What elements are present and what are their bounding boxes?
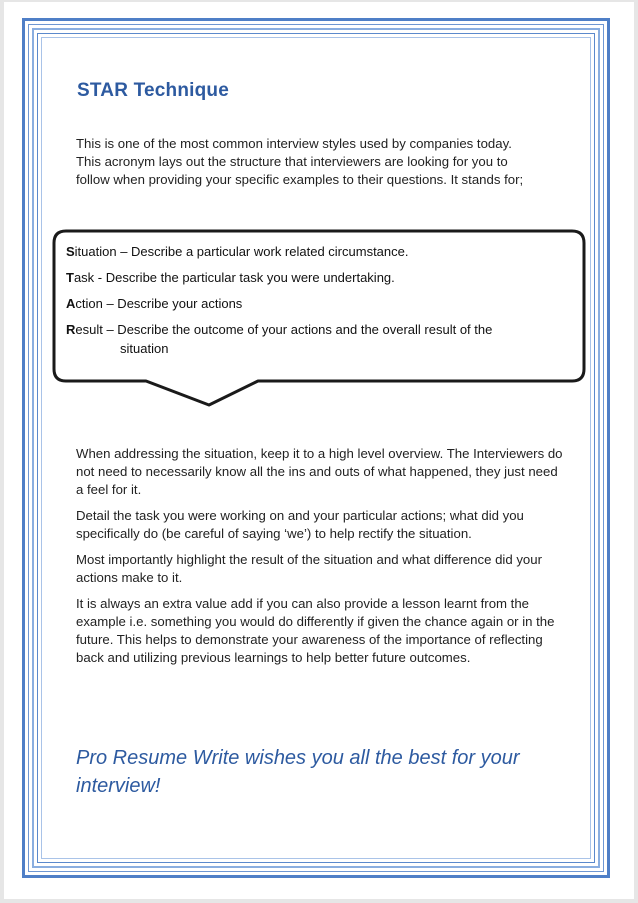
body-paragraph: It is always an extra value add if you can also provide a lesson learnt from the example i.e. something you would do differently if given the chance again or in the future. This helps to demonstrate your awareness of the importance of reflecting back and utilizing previous learnings to help better future outcomes. (76, 596, 555, 665)
star-description: ction – Describe your actions (75, 296, 243, 311)
star-letter: T (66, 270, 74, 285)
star-list (66, 243, 566, 366)
body-paragraph: Detail the task you were working on and your particular actions; what did you specifically do (be careful of saying ‘we’) to help rectify the situation. (76, 508, 524, 541)
body-text (76, 445, 568, 675)
star-description: ask - Describe the particular task you were undertaking. (73, 270, 395, 285)
star-letter: A (66, 296, 76, 311)
star-letter: S (66, 244, 75, 259)
star-item-action (66, 295, 566, 321)
page-title: STAR Technique (77, 80, 229, 101)
intro-line: This is one of the most common interview styles used by companies today. (76, 136, 512, 151)
intro-line: follow when providing your specific examples to their questions. It stands for; (76, 172, 524, 187)
body-paragraph: Most importantly highlight the result of the situation and what difference did your actions make to it. (76, 552, 542, 585)
star-item-situation (66, 243, 566, 269)
star-item-task (66, 269, 566, 295)
intro-paragraph (76, 135, 576, 189)
star-description: ituation – Describe a particular work related circumstance. (74, 244, 409, 259)
star-letter: R (66, 322, 76, 337)
intro-line: This acronym lays out the structure that interviewers are looking for you to (76, 154, 508, 169)
body-paragraph: When addressing the situation, keep it to a high level overview. The Interviewers do not need to necessarily know all the ins and outs of what happened, they just need a feel for it. (76, 446, 563, 497)
star-description: esult – Describe the outcome of your actions and the overall result of the (75, 322, 493, 337)
closing-message: Pro Resume Write wishes you all the best for your interview! (76, 747, 520, 797)
star-item-result-continuation: situation (120, 341, 169, 356)
star-callout-box (52, 229, 586, 409)
